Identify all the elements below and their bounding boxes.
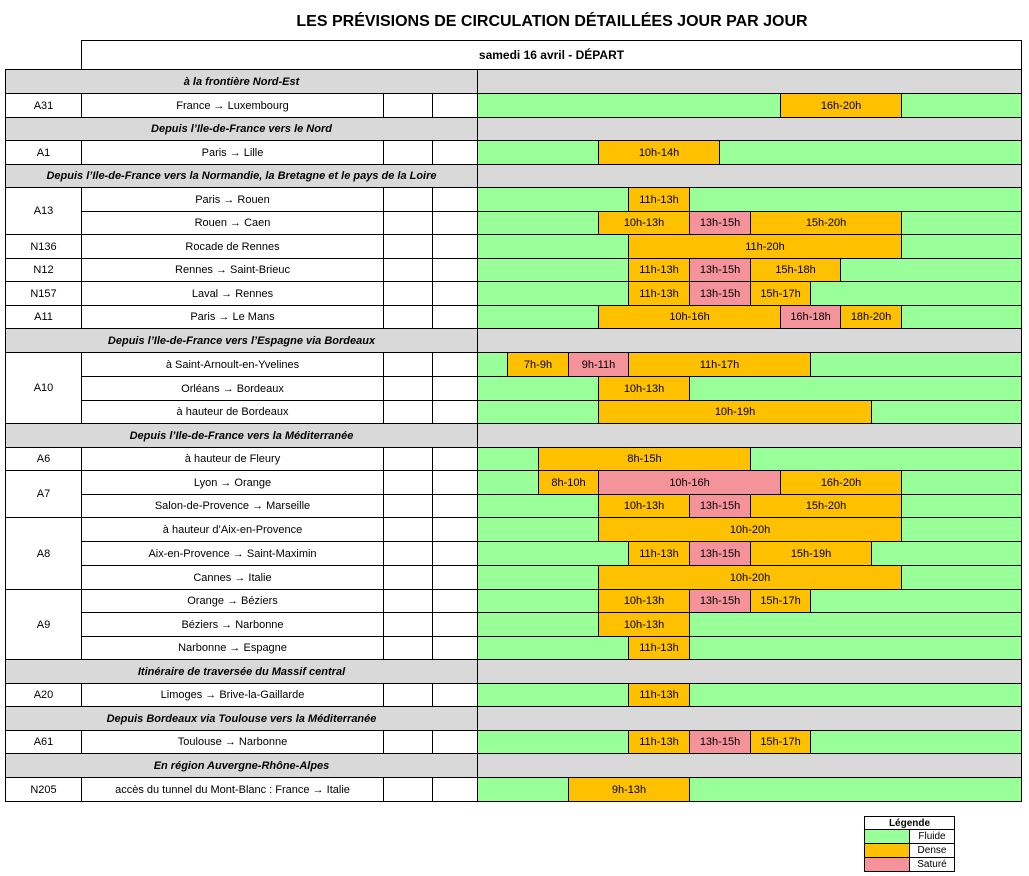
empty-cell — [432, 376, 478, 401]
route-label: Aix-en-Provence → Saint-Maximin — [81, 541, 384, 566]
road-code: A13 — [5, 187, 82, 235]
road-code: N157 — [5, 281, 82, 306]
empty-cell — [432, 730, 478, 754]
empty-cell — [383, 352, 433, 377]
empty-cell — [432, 211, 478, 235]
timeline-fluide — [477, 187, 1022, 212]
section-filler — [477, 753, 1022, 778]
date-header: samedi 16 avril - DÉPART — [81, 40, 1022, 70]
page-title: LES PRÉVISIONS DE CIRCULATION DÉTAILLÉES JOUR PAR JOUR — [296, 13, 808, 30]
traffic-segment-dense: 10h-14h — [598, 140, 720, 165]
legend — [864, 816, 955, 872]
traffic-segment-dense: 15h-18h — [750, 258, 841, 282]
road-code: N205 — [5, 777, 82, 802]
traffic-segment-sature: 13h-15h — [689, 730, 751, 754]
empty-cell — [432, 93, 478, 118]
road-code: A9 — [5, 589, 82, 660]
empty-cell — [383, 730, 433, 754]
section-header: Depuis l’Ile-de-France vers l’Espagne via Bordeaux — [5, 328, 478, 353]
route-label: à hauteur de Fleury — [81, 447, 384, 471]
section-header: En région Auvergne-Rhône-Alpes — [5, 753, 478, 778]
empty-cell — [432, 470, 478, 495]
legend-title: Légende — [864, 816, 955, 830]
traffic-segment-dense: 10h-20h — [598, 565, 902, 590]
traffic-segment-dense: 11h-13h — [628, 683, 690, 707]
road-code: A8 — [5, 517, 82, 590]
traffic-segment-dense: 10h-13h — [598, 211, 690, 235]
route-label: Narbonne → Espagne — [81, 636, 384, 660]
empty-cell — [383, 211, 433, 235]
traffic-segment-dense: 15h-17h — [750, 589, 811, 613]
route-label: à hauteur de Bordeaux — [81, 400, 384, 424]
empty-cell — [432, 636, 478, 660]
empty-cell — [383, 683, 433, 707]
road-code: A20 — [5, 683, 82, 707]
timeline-fluide — [477, 777, 1022, 802]
traffic-segment-dense: 10h-13h — [598, 589, 690, 613]
road-code: A10 — [5, 352, 82, 424]
empty-cell — [383, 281, 433, 306]
traffic-segment-dense: 18h-20h — [840, 305, 902, 329]
traffic-segment-sature: 10h-16h — [598, 470, 781, 495]
traffic-segment-dense: 15h-17h — [750, 730, 811, 754]
traffic-segment-sature: 13h-15h — [689, 281, 751, 306]
empty-cell — [432, 305, 478, 329]
section-header: Depuis l’Ile-de-France vers le Nord — [5, 117, 478, 141]
traffic-segment-dense: 9h-13h — [568, 777, 690, 802]
empty-cell — [432, 140, 478, 165]
timeline-fluide — [477, 636, 1022, 660]
section-header: Depuis l’Ile-de-France vers la Méditerranée — [5, 423, 478, 448]
empty-cell — [432, 541, 478, 566]
traffic-segment-dense: 7h-9h — [507, 352, 569, 377]
timeline-fluide — [477, 376, 1022, 401]
empty-cell — [383, 447, 433, 471]
route-label: à Saint-Arnoult-en-Yvelines — [81, 352, 384, 377]
empty-cell — [432, 589, 478, 613]
section-filler — [477, 69, 1022, 94]
empty-cell — [383, 258, 433, 282]
traffic-segment-dense: 11h-13h — [628, 281, 690, 306]
empty-cell — [383, 305, 433, 329]
route-label: Paris → Rouen — [81, 187, 384, 212]
route-label: Toulouse → Narbonne — [81, 730, 384, 754]
traffic-segment-sature: 13h-15h — [689, 541, 751, 566]
legend-item-fluide — [864, 830, 955, 844]
traffic-segment-sature: 13h-15h — [689, 258, 751, 282]
section-filler — [477, 328, 1022, 353]
section-header: à la frontière Nord-Est — [5, 69, 478, 94]
section-filler — [477, 706, 1022, 731]
legend-swatch-sature — [865, 858, 910, 871]
traffic-segment-dense: 15h-20h — [750, 494, 902, 518]
traffic-segment-sature: 13h-15h — [689, 589, 751, 613]
legend-label: Fluide — [910, 830, 954, 843]
empty-cell — [383, 140, 433, 165]
legend-item-sature — [864, 858, 955, 872]
traffic-segment-dense: 8h-15h — [538, 447, 751, 471]
empty-cell — [383, 636, 433, 660]
empty-cell — [432, 494, 478, 518]
empty-cell — [383, 612, 433, 637]
traffic-segment-dense: 8h-10h — [538, 470, 599, 495]
traffic-segment-sature: 9h-11h — [568, 352, 629, 377]
section-header: Depuis Bordeaux via Toulouse vers la Méditerranée — [5, 706, 478, 731]
road-code: N136 — [5, 234, 82, 259]
route-label: à hauteur d’Aix-en-Provence — [81, 517, 384, 542]
empty-cell — [383, 234, 433, 259]
empty-cell — [383, 187, 433, 212]
empty-cell — [383, 400, 433, 424]
empty-cell — [432, 612, 478, 637]
empty-cell — [432, 565, 478, 590]
empty-cell — [383, 494, 433, 518]
section-filler — [477, 117, 1022, 141]
traffic-segment-dense: 11h-17h — [628, 352, 811, 377]
timeline-fluide — [477, 140, 1022, 165]
traffic-segment-dense: 11h-20h — [628, 234, 902, 259]
legend-item-dense — [864, 844, 955, 858]
route-label: Rennes → Saint-Brieuc — [81, 258, 384, 282]
empty-cell — [383, 517, 433, 542]
section-header: Itinéraire de traversée du Massif central — [5, 659, 478, 684]
empty-cell — [432, 352, 478, 377]
traffic-segment-dense: 10h-13h — [598, 376, 690, 401]
road-code: A7 — [5, 470, 82, 518]
traffic-segment-dense: 10h-13h — [598, 612, 690, 637]
traffic-segment-dense: 16h-20h — [780, 93, 902, 118]
route-label: Paris → Lille — [81, 140, 384, 165]
empty-cell — [432, 234, 478, 259]
empty-cell — [432, 281, 478, 306]
timeline-fluide — [477, 612, 1022, 637]
route-label: Paris → Le Mans — [81, 305, 384, 329]
traffic-segment-dense: 11h-13h — [628, 541, 690, 566]
traffic-segment-dense: 10h-19h — [598, 400, 872, 424]
road-code: A61 — [5, 730, 82, 754]
empty-cell — [432, 777, 478, 802]
road-code: A11 — [5, 305, 82, 329]
route-label: Lyon → Orange — [81, 470, 384, 495]
route-label: Rocade de Rennes — [81, 234, 384, 259]
route-label: Salon-de-Provence → Marseille — [81, 494, 384, 518]
route-label: Orange → Béziers — [81, 589, 384, 613]
traffic-segment-sature: 13h-15h — [689, 494, 751, 518]
empty-cell — [383, 93, 433, 118]
section-filler — [477, 659, 1022, 684]
road-code: A1 — [5, 140, 82, 165]
traffic-segment-dense: 15h-17h — [750, 281, 811, 306]
route-label: Limoges → Brive-la-Gaillarde — [81, 683, 384, 707]
section-filler — [477, 423, 1022, 448]
traffic-segment-dense: 10h-13h — [598, 494, 690, 518]
empty-cell — [383, 470, 433, 495]
legend-label: Dense — [910, 844, 954, 857]
traffic-segment-dense: 10h-20h — [598, 517, 902, 542]
traffic-segment-dense: 11h-13h — [628, 258, 690, 282]
empty-cell — [432, 447, 478, 471]
empty-cell — [383, 541, 433, 566]
section-header: Depuis l’Ile-de-France vers la Normandie, la Bretagne et le pays de la Loire — [5, 164, 478, 188]
route-label: accès du tunnel du Mont-Blanc : France → Italie — [81, 777, 384, 802]
empty-cell — [383, 777, 433, 802]
road-code: A6 — [5, 447, 82, 471]
traffic-segment-dense: 11h-13h — [628, 730, 690, 754]
route-label: France → Luxembourg — [81, 93, 384, 118]
empty-cell — [432, 683, 478, 707]
empty-cell — [383, 565, 433, 590]
traffic-segment-dense: 10h-16h — [598, 305, 781, 329]
traffic-segment-dense: 11h-13h — [628, 636, 690, 660]
timeline-fluide — [477, 93, 1022, 118]
road-code: N12 — [5, 258, 82, 282]
legend-label: Saturé — [910, 858, 954, 871]
legend-swatch-dense — [865, 844, 910, 857]
empty-cell — [432, 517, 478, 542]
traffic-segment-dense: 15h-20h — [750, 211, 902, 235]
empty-cell — [432, 400, 478, 424]
route-label: Orléans → Bordeaux — [81, 376, 384, 401]
traffic-segment-sature: 16h-18h — [780, 305, 841, 329]
route-label: Béziers → Narbonne — [81, 612, 384, 637]
road-code: A31 — [5, 93, 82, 118]
route-label: Cannes → Italie — [81, 565, 384, 590]
legend-swatch-fluide — [865, 830, 910, 843]
timeline-fluide — [477, 683, 1022, 707]
route-label: Laval → Rennes — [81, 281, 384, 306]
empty-cell — [432, 258, 478, 282]
traffic-segment-dense: 16h-20h — [780, 470, 902, 495]
empty-cell — [383, 589, 433, 613]
traffic-segment-dense: 15h-19h — [750, 541, 872, 566]
empty-cell — [383, 376, 433, 401]
empty-cell — [432, 187, 478, 212]
traffic-segment-dense: 11h-13h — [628, 187, 690, 212]
route-label: Rouen → Caen — [81, 211, 384, 235]
section-filler — [477, 164, 1022, 188]
traffic-segment-sature: 13h-15h — [689, 211, 751, 235]
